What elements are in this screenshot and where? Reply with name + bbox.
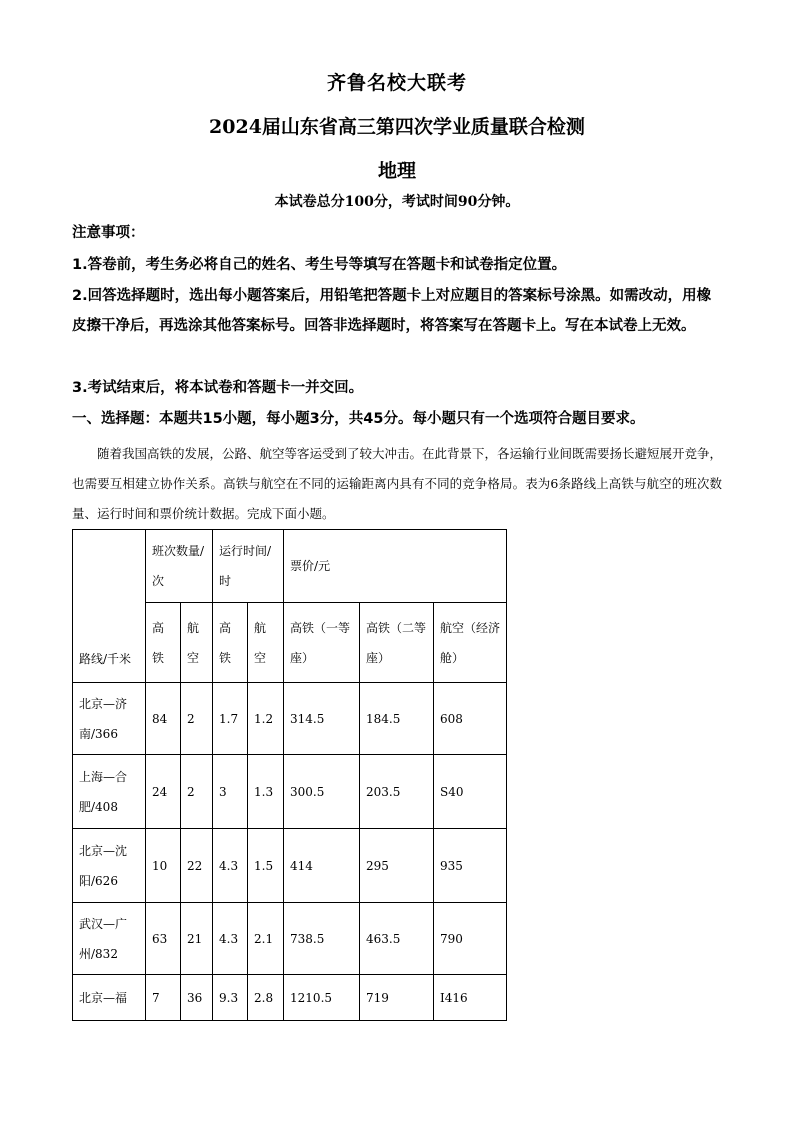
- note-item-1: 1.答卷前，考生务必将自己的姓名、考生号等填写在答题卡和试卷指定位置。: [72, 257, 567, 273]
- table-cell: 9.3: [213, 975, 248, 1021]
- subheader-cell: 航空: [248, 603, 284, 683]
- table-cell: 63: [146, 903, 181, 975]
- table-cell: 2: [181, 755, 213, 829]
- table-cell: 10: [146, 829, 181, 903]
- table-row: [73, 755, 507, 829]
- subheader-cell: 航空: [181, 603, 213, 683]
- table-cell: 2: [181, 683, 213, 755]
- table-cell: 7: [146, 975, 181, 1021]
- table-cell: 1.2: [248, 683, 284, 755]
- route-cell: 武汉—广州/832: [73, 903, 146, 975]
- table-cell: 203.5: [360, 755, 434, 829]
- route-cell: 北京—济南/366: [73, 683, 146, 755]
- table-cell: 414: [284, 829, 360, 903]
- table-header-row: [73, 530, 507, 603]
- table-cell: 4.3: [213, 903, 248, 975]
- subheader-cell: 高铁: [213, 603, 248, 683]
- table-cell: 24: [146, 755, 181, 829]
- subheader-cell: 航空（经济舱）: [434, 603, 507, 683]
- table-cell: 1.3: [248, 755, 284, 829]
- table-cell: 463.5: [360, 903, 434, 975]
- exam-info: 本试卷总分100分，考试时间90分钟。: [274, 194, 520, 210]
- subject-title: 地理: [377, 160, 416, 182]
- data-table: [72, 529, 507, 1021]
- table-cell: 935: [434, 829, 507, 903]
- route-cell: 上海—合肥/408: [73, 755, 146, 829]
- table-row: [73, 829, 507, 903]
- table-cell: 84: [146, 683, 181, 755]
- exam-title: 2024届山东省高三第四次学业质量联合检测: [209, 116, 585, 138]
- table-cell: 790: [434, 903, 507, 975]
- table-cell: 314.5: [284, 683, 360, 755]
- table-cell: 4.3: [213, 829, 248, 903]
- notes-heading: 注意事项：: [72, 225, 145, 241]
- table-cell: 738.5: [284, 903, 360, 975]
- exam-org-title: 齐鲁名校大联考: [326, 72, 467, 94]
- table-cell: 3: [213, 755, 248, 829]
- trips-header: 班次数量/次: [146, 530, 213, 603]
- table-cell: 1.5: [248, 829, 284, 903]
- subheader-cell: 高铁（一等座）: [284, 603, 360, 683]
- table-cell: 21: [181, 903, 213, 975]
- route-cell: 北京—沈阳/626: [73, 829, 146, 903]
- table-cell: 22: [181, 829, 213, 903]
- table-row: [73, 683, 507, 755]
- route-header: 路线/千米: [73, 530, 146, 683]
- note-item-2: 2.回答选择题时，选出每小题答案后，用铅笔把答题卡上对应题目的答案标号涂黑。如需改动，用橡皮擦干净后，再选涂其他答案标号。回答非选择题时，将答案写在答题卡上。写在本试卷上无效。: [72, 288, 712, 334]
- table-row: [73, 903, 507, 975]
- table-cell: 1210.5: [284, 975, 360, 1021]
- table-cell: I416: [434, 975, 507, 1021]
- question-intro: 随着我国高铁的发展，公路、航空等客运受到了较大冲击。在此背景下，各运输行业间既需要扬长避短展开竞争，也需要互相建立协作关系。高铁与航空在不同的运输距离内具有不同的竞争格局。表为6条路线上高铁与航空的班次数量、运行时间和票价统计数据。完成下面小题。: [72, 446, 723, 521]
- table-cell: 184.5: [360, 683, 434, 755]
- section-title: 一、选择题：本题共15小题，每小题3分，共45分。每小题只有一个选项符合题目要求。: [72, 411, 645, 427]
- price-header: 票价/元: [284, 530, 507, 603]
- subheader-cell: 高铁（二等座）: [360, 603, 434, 683]
- subheader-cell: 高铁: [146, 603, 181, 683]
- table-cell: 300.5: [284, 755, 360, 829]
- time-header: 运行时间/时: [213, 530, 284, 603]
- table-row: [73, 975, 507, 1021]
- table-cell: 719: [360, 975, 434, 1021]
- table-cell: 1.7: [213, 683, 248, 755]
- table-cell: 2.1: [248, 903, 284, 975]
- table-cell: S40: [434, 755, 507, 829]
- table-cell: 608: [434, 683, 507, 755]
- note-item-3: 3.考试结束后，将本试卷和答题卡一并交回。: [72, 380, 364, 396]
- route-cell: 北京—福: [73, 975, 146, 1021]
- table-cell: 2.8: [248, 975, 284, 1021]
- table-cell: 295: [360, 829, 434, 903]
- table-cell: 36: [181, 975, 213, 1021]
